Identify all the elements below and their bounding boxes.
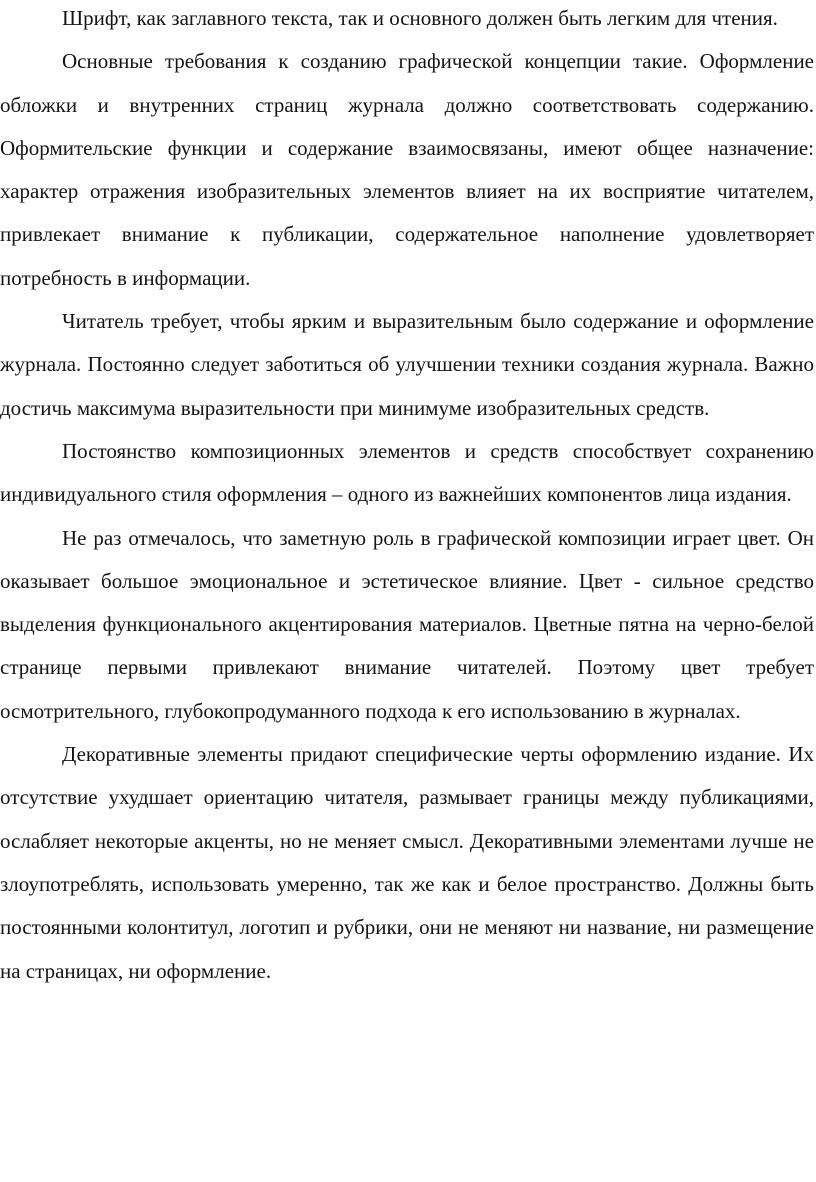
paragraph-font-readability: Шрифт, как заглавного текста, так и основного должен быть легким для чтения. [62,6,778,30]
paragraph-composition-consistency: Постоянство композиционных элементов и средств способствует сохранению индивидуального стиля оформления – одного из важнейших компонентов лица издания. [0,438,814,507]
paragraph-decorative-elements: Декоративные элементы придают специфические черты оформлению издание. Их отсутствие ухудшает ориентацию читателя, размывает границы между публикациями, ослабляет некоторые акценты, но не меняет смысл. Декоративными элементами лучше не злоупотреблять, использовать умеренно, так же как и белое пространство. Должны быть постоянными колонтитул, логотип и рубрики, они не меняют ни название, ни размещение на страницах, ни оформление. [0,742,814,983]
paragraph-reader-expectations: Читатель требует, чтобы ярким и выразительным было содержание и оформление журнала. Постоянно следует заботиться об улучшении техники создания журнала. Важно достичь максимума выразительности при минимуме изобразительных средств. [0,309,814,420]
paragraph-graphic-concept-requirements: Основные требования к созданию графической концепции такие. Оформление обложки и внутренних страниц журнала должно соответствовать содержанию. Оформительские функции и содержание взаимосвязаны, имеют общее назначение: характер отражения изобразительных элементов влияет на их восприятие читателем, привлекает внимание к публикации, содержательное наполнение удовлетворяет потребность в информации. [0,49,814,290]
paragraph-color-role: Не раз отмечалось, что заметную роль в графической композиции играет цвет. Он оказывает большое эмоциональное и эстетическое влияние. Цвет - сильное средство выделения функционального акцентирования материалов. Цветные пятна на черно-белой странице первыми привлекают внимание читателей. Поэтому цвет требует осмотрительного, глубокопродуманного подхода к его использованию в журналах. [0,525,814,723]
